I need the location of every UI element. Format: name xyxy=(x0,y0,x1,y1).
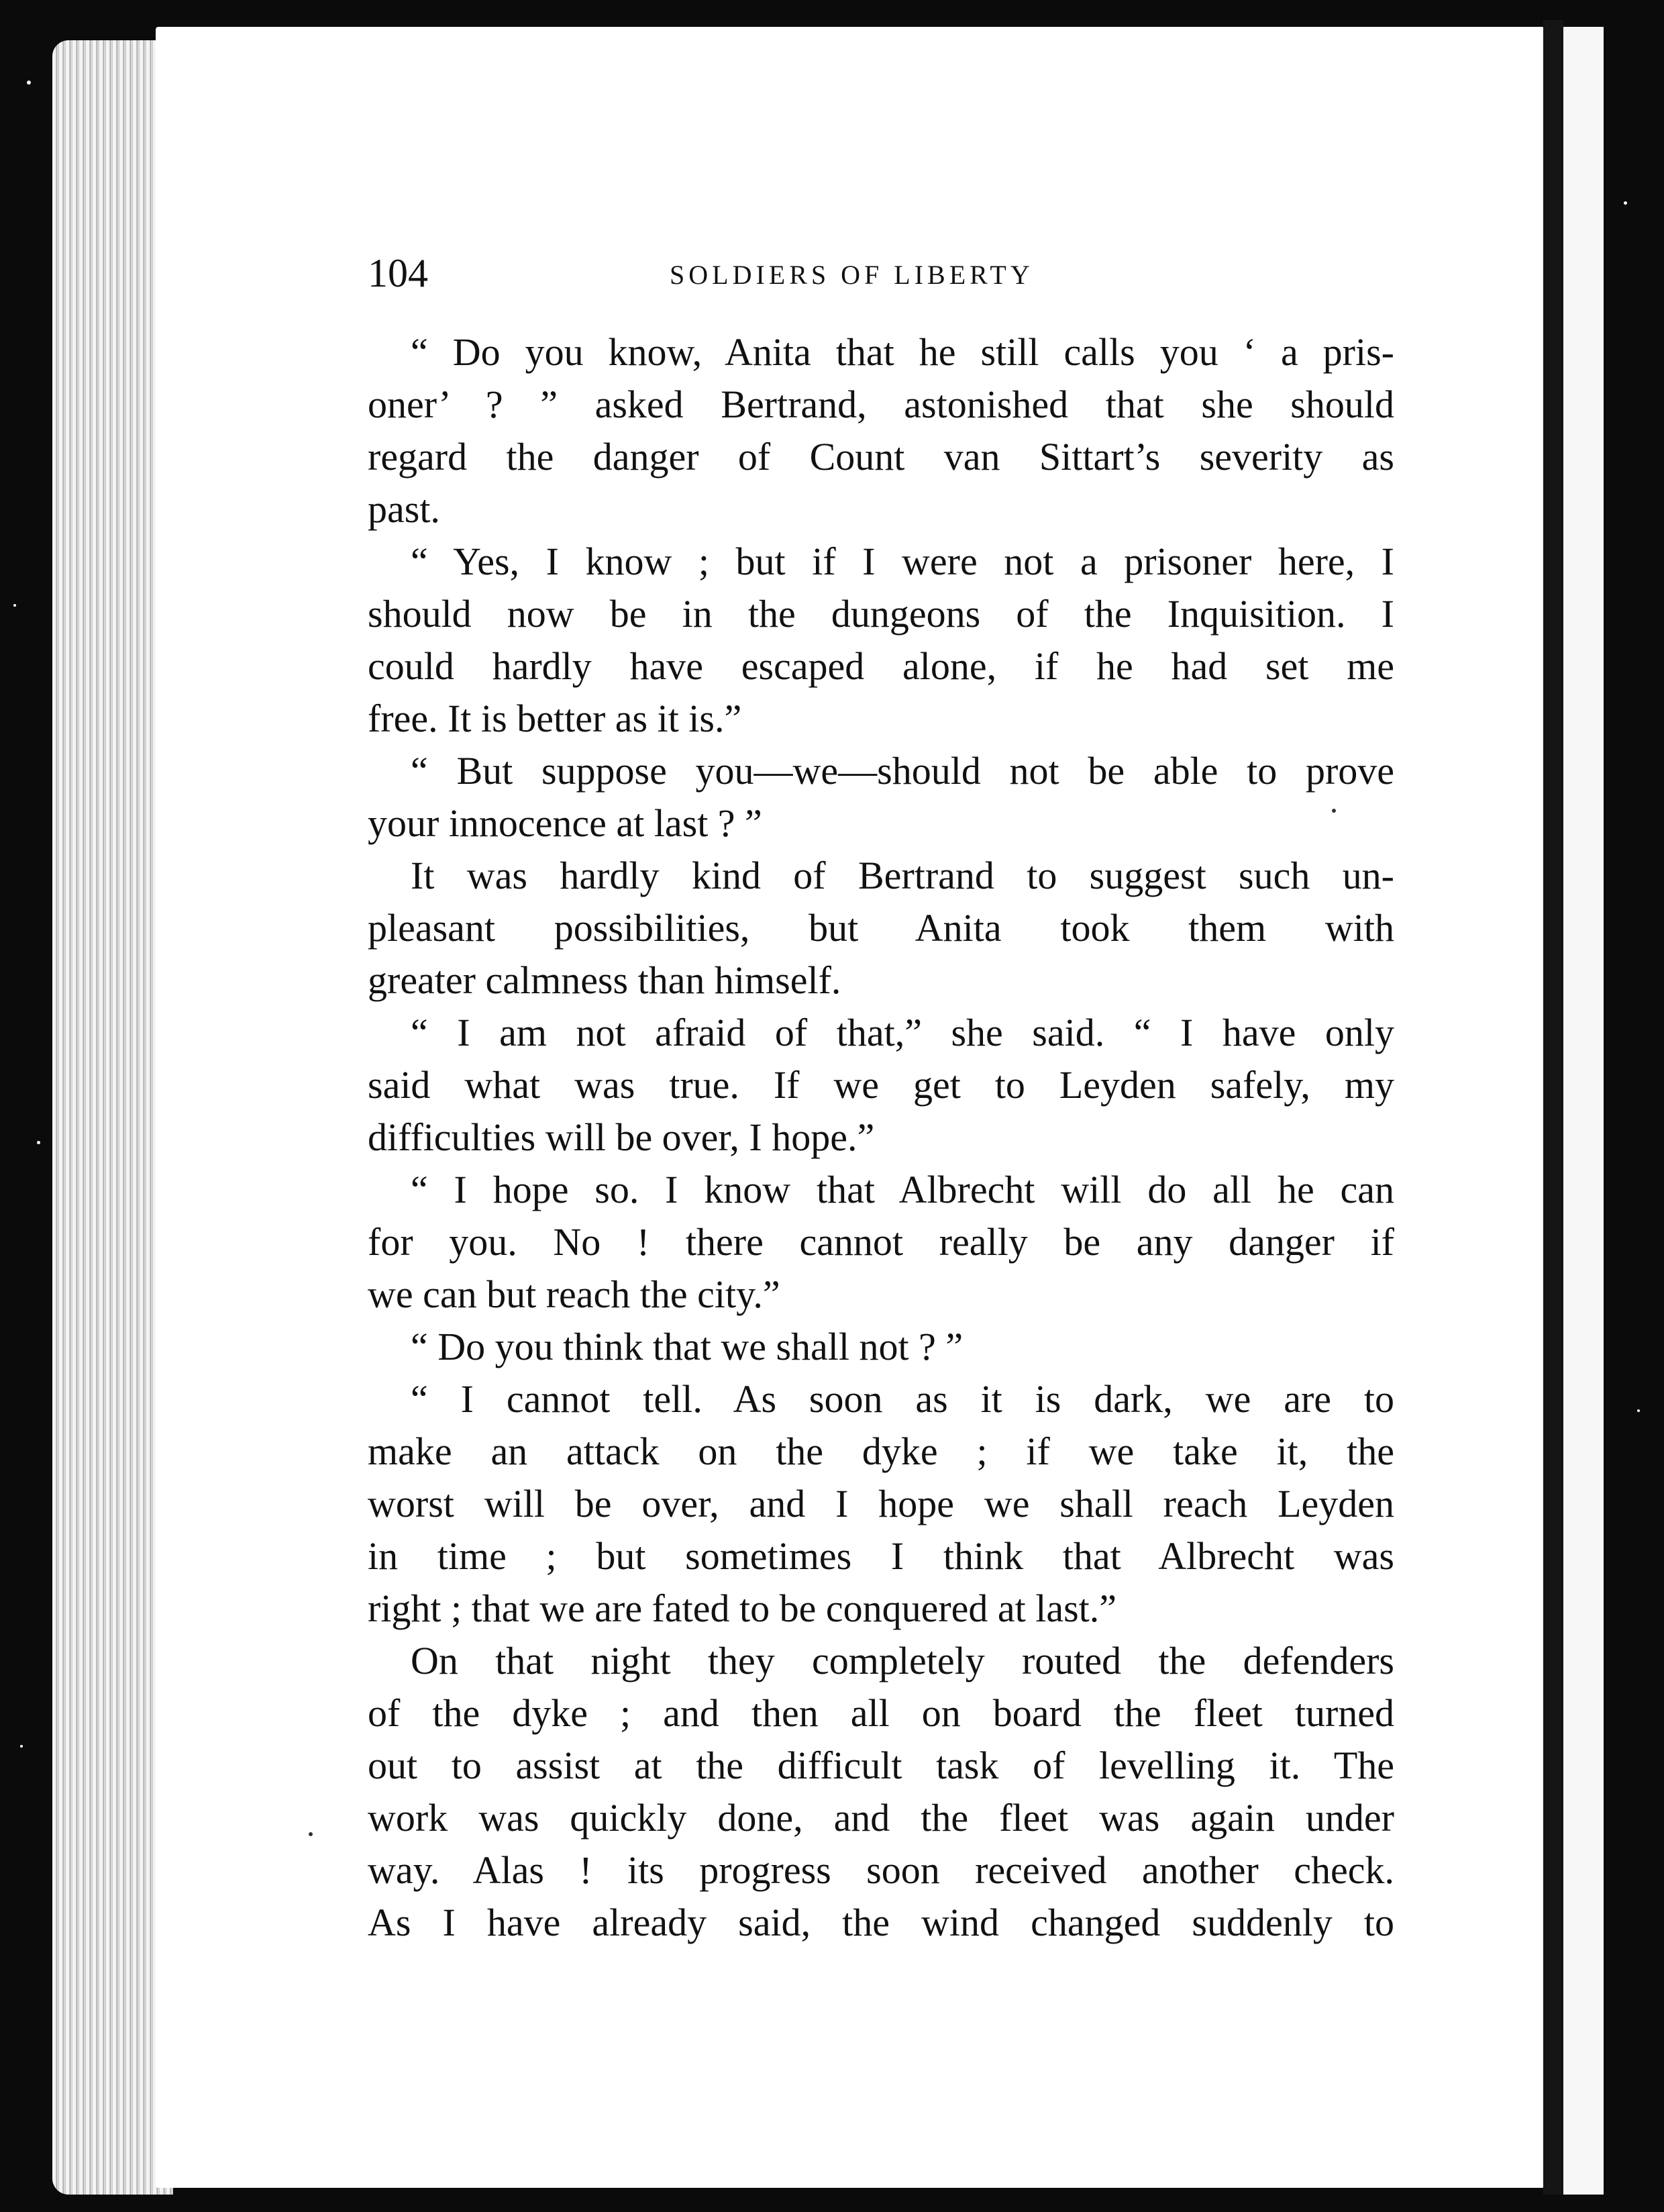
dust-speck xyxy=(13,604,16,607)
text-line: oner’ ? ” asked Bertrand, astonished that she should xyxy=(368,383,1394,426)
text-line: “ I am not afraid of that,” she said. “ I have only xyxy=(411,1011,1394,1054)
text-line: said what was true. If we get to Leyden safely, my xyxy=(368,1063,1394,1107)
text-line: make an attack on the dyke ; if we take it, the xyxy=(368,1429,1394,1473)
text-line: way. Alas ! its progress soon received another check. xyxy=(368,1848,1394,1892)
page-number: 104 xyxy=(368,251,428,295)
text-line: in time ; but sometimes I think that Albrecht was xyxy=(368,1534,1394,1578)
text-line: greater calmness than himself. xyxy=(368,958,841,1002)
dust-speck xyxy=(37,1141,40,1144)
dust-speck xyxy=(1624,201,1627,205)
page-edges xyxy=(52,40,173,2195)
text-line: It was hardly kind of Bertrand to suggest such un- xyxy=(411,854,1394,897)
text-line: “ But suppose you—we—should not be able to prove xyxy=(411,749,1394,793)
running-head xyxy=(368,250,1401,297)
text-line: worst will be over, and I hope we shall reach Leyden xyxy=(368,1482,1394,1525)
dust-speck xyxy=(27,81,31,85)
gutter-shadow xyxy=(1543,20,1563,2195)
text-line: could hardly have escaped alone, if he had set me xyxy=(368,644,1394,688)
book-title: SOLDIERS OF LIBERTY xyxy=(670,260,1034,290)
text-line: difficulties will be over, I hope.” xyxy=(368,1115,875,1159)
text-line: “ Yes, I know ; but if I were not a prisoner here, I xyxy=(411,540,1394,583)
text-line: pleasant possibilities, but Anita took them with xyxy=(368,906,1394,950)
text-line: “ I cannot tell. As soon as it is dark, we are to xyxy=(411,1377,1394,1421)
text-line: out to assist at the difficult task of levelling it. The xyxy=(368,1744,1394,1787)
text-line: of the dyke ; and then all on board the fleet turned xyxy=(368,1691,1394,1735)
dust-speck xyxy=(1637,1409,1640,1412)
text-line: regard the danger of Count van Sittart’s severity as xyxy=(368,435,1394,479)
text-line: On that night they completely routed the defenders xyxy=(411,1639,1394,1682)
dust-speck xyxy=(309,1832,313,1836)
text-line: “ Do you know, Anita that he still calls you ‘ a pris- xyxy=(411,330,1394,374)
text-line: we can but reach the city.” xyxy=(368,1272,780,1316)
text-line: work was quickly done, and the fleet was again under xyxy=(368,1796,1394,1840)
next-page-edge xyxy=(1563,27,1604,2195)
text-line: for you. No ! there cannot really be any danger if xyxy=(368,1220,1394,1264)
text-line: “ I hope so. I know that Albrecht will do all he can xyxy=(411,1168,1394,1211)
text-line: your innocence at last ? ” xyxy=(368,801,762,845)
text-line: past. xyxy=(368,487,440,531)
text-line: free. It is better as it is.” xyxy=(368,697,742,740)
text-line: As I have already said, the wind changed suddenly to xyxy=(368,1901,1394,1944)
dust-speck xyxy=(20,1745,23,1748)
body-text xyxy=(368,326,1394,1949)
text-line: should now be in the dungeons of the Inquisition. I xyxy=(368,592,1394,636)
text-line: “ Do you think that we shall not ? ” xyxy=(411,1325,964,1368)
text-line: right ; that we are fated to be conquered at last.” xyxy=(368,1587,1117,1630)
